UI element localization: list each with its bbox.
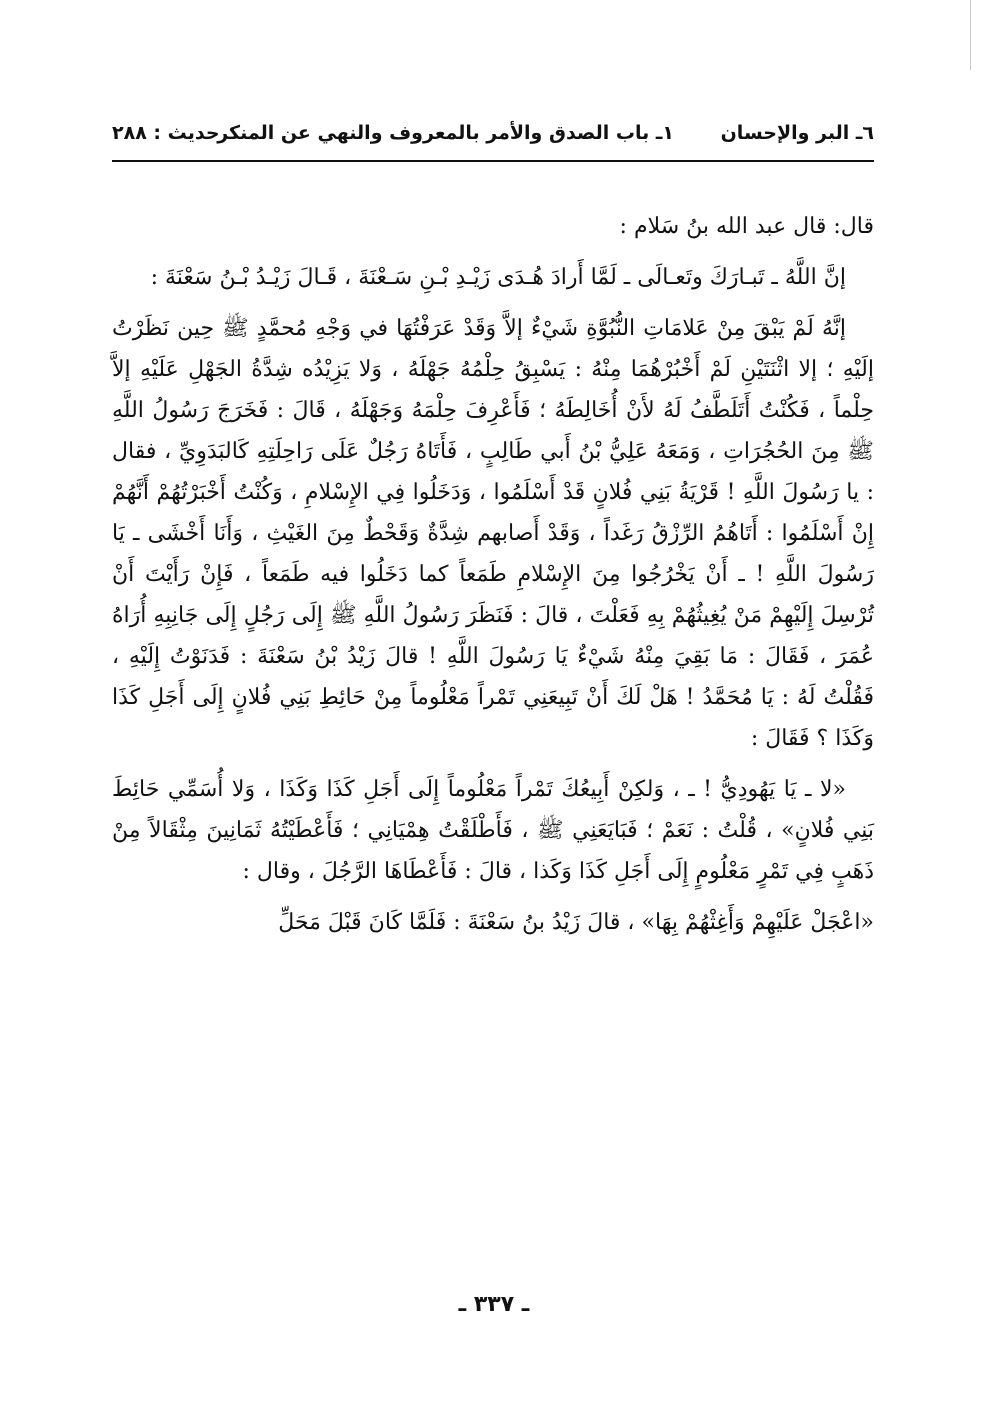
paragraph-narrative: إنَّهُ لَمْ يَبْقَ مِنْ عَلامَاتِ النُّبُوَّةِ شَيْءٌ إلاَّ وَقَدْ عَرَفْتُهَا في وَجْهِ مُحمَّدٍ ﷺ حِين نَظَرْتُ إلَيْهِ ؛ إلا اثْنَتَيْنِ لَمْ أَخْبُرْهُمَا مِنْهُ : يَسْبِقُ حِلْمُهُ جَهْلَهُ ، وَلا يَزِيْدُه شِدَّةُ الجَهْلِ عَلَيْهِ إلاَّ حِلْماً ، فَكُنْتُ أَتَلَطَّفُ لَهُ لأَنْ أُخَالِطَهُ ؛ فَأَعْرِفَ حِلْمَهُ وَجَهْلَهُ ، قَالَ : فَخَرَجَ رَسُولُ اللَّهِ ﷺ مِنَ الحُجُرَاتِ ، وَمَعَهُ عَلِيُّ بْنُ أَبي طَالِبٍ ، فَأَتَاهُ رَجُلٌ عَلَى رَاحِلَتِهِ كَالبَدَوِيِّ ، فقال : يا رَسُولَ اللَّهِ ! قَرْيَةُ بَنِي فُلانٍ قَدْ أَسْلَمُوا ، وَدَخَلُوا فِي الإِسْلامِ ، وَكُنْتُ أَخْبَرْتُهُمْ أَنَّهُمْ إِنْ أَسْلَمُوا : أَتَاهُمُ الرِّزْقُ رَغَداً ، وَقَدْ أَصابهم شِدَّةٌ وَقَحْطٌ مِنَ الغَيْثِ ، وَأَنَا أَخْشَى ـ يَا رَسُولَ اللَّهِ ! ـ أَنْ يَخْرُجُوا مِنَ الإِسْلامِ طَمَعاً كما دَخَلُوا فيه طَمَعاً ، فَإِنْ رَأَيْتَ أَنْ تُرْسِلَ إِلَيْهِمْ مَنْ يُغِيثُهُمْ بِهِ فَعَلْتَ ، قالَ : فَنَظَرَ رَسُولُ اللَّهِ ﷺ إِلَى رَجُلٍ إِلَى جَانِبِهِ أُرَاهُ عُمَرَ ، فَقَالَ : مَا بَقِيَ مِنْهُ شَيْءٌ يَا رَسُولَ اللَّهِ ! قالَ زَيْدُ بْنُ سَعْنَةَ : فَدَنَوْتُ إِلَيْهِ ، فَقُلْتُ لَهُ : يَا مُحَمَّدُ ! هَلْ لَكَ أَنْ تَبِيعَنِي تَمْراً مَعْلُوماً مِنْ حَائِطِ بَنِي فُلانٍ إِلَى أَجَلِ كَذَا وَكَذَا ؟ فَقَالَ : bbox=[112, 316, 874, 751]
header-hadith-number: حديث : ٢٨٨ bbox=[112, 122, 220, 144]
header-chapter-title: ٦ـ البر والإحسان bbox=[720, 122, 874, 144]
paragraph-prophet-reply: «لا ـ يَا يَهُودِيُّ ! ـ ، وَلكِنْ أَبِيعُكَ تَمْراً مَعْلُوماً إِلَى أَجَلِ كَذَا وَكَذَا ، وَلا أُسَمِّي حَائِطَ بَنِي فُلانٍ» ، قُلْتُ : نَعَمْ ؛ فَبَايَعَنِي ﷺ ، فَأَطْلَقْتُ هِمْيَانِي ؛ فَأَعْطَيْتُهُ ثَمَانِينَ مِثْقَالاً مِنْ ذَهَبٍ فِي تَمْرٍ مَعْلُومٍ إِلَى أَجَلِ كَذَا وَكَذا ، قالَ : فَأَعْطَاهَا الرَّجُلَ ، وقال : bbox=[112, 777, 874, 884]
header-section-title: ١ـ باب الصدق والأمر بالمعروف والنهي عن المنكر bbox=[217, 122, 674, 144]
main-text bbox=[112, 206, 874, 953]
page-number: ـ ٣٣٧ ـ bbox=[458, 1292, 530, 1317]
paragraph-narrator-intro: قال: قال عبد الله بنُ سَلام : bbox=[619, 214, 874, 239]
running-header bbox=[112, 118, 874, 162]
paragraph-opening: إنَّ اللَّهُ ـ تَبـارَكَ وتَعـالَى ـ لَمَّا أَرادَ هُـدَى زَيْـدِ بْـنِ سَـعْنَةَ ، قَـالَ زَيْـدُ بْـنُ سَعْنَةَ : bbox=[150, 265, 846, 290]
paragraph-continuation: «اعْجَلْ عَلَيْهِمْ وَأَغِثْهُمْ بِهَا» ، قالَ زَيْدُ بنُ سَعْنَةَ : فَلَمَّا كَانَ قَبْلَ مَحَلِّ bbox=[278, 910, 874, 935]
header-divider bbox=[112, 160, 874, 162]
scan-margin-line bbox=[970, 0, 971, 70]
